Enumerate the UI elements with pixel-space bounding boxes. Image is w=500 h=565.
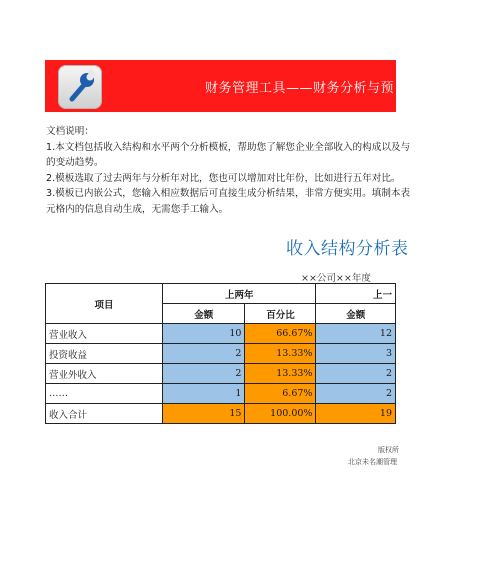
cell-percent[interactable]: 66.67% (245, 324, 316, 344)
document-notes (46, 124, 411, 217)
notes-line: 1.本文档包括收入结构和水平两个分析模板，帮助您了解您企业全部收入的构成以及与 (46, 141, 411, 153)
cell-amount[interactable]: 1 (163, 384, 245, 404)
cell-amount2[interactable]: 2 (316, 384, 396, 404)
header-prev1-year[interactable]: 上一 (316, 284, 396, 304)
report-title: 收入结构分析表 (286, 239, 409, 259)
cell-item[interactable]: 营业外收入 (46, 364, 163, 384)
table-row (46, 324, 396, 344)
income-structure-table (45, 283, 396, 424)
table-total-row (46, 404, 396, 424)
cell-total-amount2[interactable]: 19 (316, 404, 396, 424)
cell-percent[interactable]: 13.33% (245, 344, 316, 364)
header-prev2-year[interactable]: 上两年 (163, 284, 316, 304)
logo (58, 65, 102, 109)
header-item[interactable]: 项目 (46, 284, 163, 324)
table-row (46, 344, 396, 364)
company-year-label: ××公司××年度 (301, 273, 371, 284)
copyright-text: 版权所 (378, 446, 399, 454)
cell-amount2[interactable]: 3 (316, 344, 396, 364)
notes-line: 3.模板已内嵌公式，您输入相应数据后可直接生成分析结果，非常方便实用。填制本表 (46, 188, 411, 199)
table-row (46, 364, 396, 384)
notes-line: 的变动趋势。 (46, 157, 104, 168)
cell-percent[interactable]: 13.33% (245, 364, 316, 384)
cell-total-percent[interactable]: 100.00% (245, 404, 316, 424)
notes-line: 元格内的信息自动生成，无需您手工输入。 (46, 203, 229, 215)
cell-item[interactable]: 营业收入 (46, 324, 163, 344)
header-banner (45, 60, 396, 112)
cell-amount[interactable]: 10 (163, 324, 245, 344)
notes-line: 2.模板选取了过去两年与分析年对比，您也可以增加对比年份，比如进行五年对比。 (46, 172, 401, 184)
header-percent[interactable]: 百分比 (245, 304, 316, 324)
cell-amount2[interactable]: 2 (316, 364, 396, 384)
notes-heading: 文档说明： (46, 126, 94, 137)
wrench-icon (58, 65, 102, 109)
cell-total-item[interactable]: 收入合计 (46, 404, 163, 424)
cell-percent[interactable]: 6.67% (245, 384, 316, 404)
header-amount[interactable]: 金额 (163, 304, 245, 324)
cell-total-amount[interactable]: 15 (163, 404, 245, 424)
cell-amount2[interactable]: 12 (316, 324, 396, 344)
company-name: 北京未名潮管理 (348, 458, 397, 466)
header-amount[interactable]: 金额 (316, 304, 396, 324)
cell-item[interactable]: 投资收益 (46, 344, 163, 364)
cell-amount[interactable]: 2 (163, 364, 245, 384)
cell-item[interactable]: …… (46, 384, 163, 404)
table-row (46, 384, 396, 404)
spreadsheet-grid (45, 283, 396, 421)
banner-title: 财务管理工具——财务分析与预 (205, 81, 395, 96)
cell-amount[interactable]: 2 (163, 344, 245, 364)
